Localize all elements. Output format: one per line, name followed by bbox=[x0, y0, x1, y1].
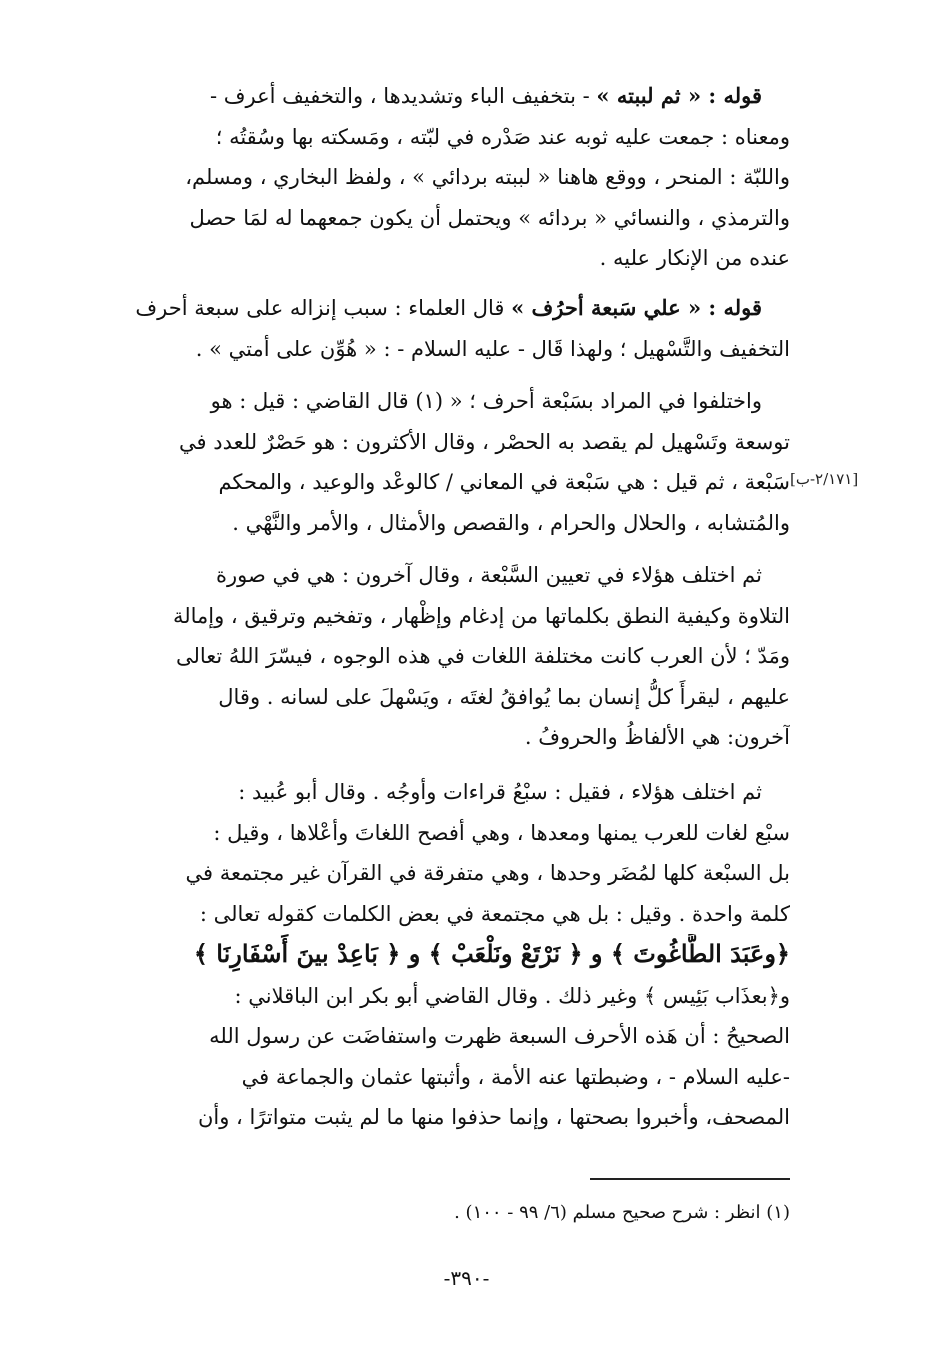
line-text: آخرون: هي الألفاظُ والحروفُ . bbox=[524, 725, 790, 749]
line-text: والمُتشابه ، والحلال والحرام ، والقصص والأمثال ، والأمر والنَّهْي . bbox=[232, 510, 790, 535]
line-text: - بتخفيف الباء وتشديدها ، والتخفيف أعرف - bbox=[209, 84, 597, 108]
line-text: سبْع لغات للعرب يمنها ومعدها ، وهي أفصح اللغاتَ وأعْلاها ، وقيل : bbox=[213, 820, 790, 845]
text-line bbox=[104, 636, 790, 677]
text-line bbox=[104, 596, 790, 637]
text-line bbox=[104, 76, 790, 117]
footnote-separator bbox=[590, 1178, 790, 1180]
text-line bbox=[104, 1097, 790, 1138]
quran-verse: ﴿وعَبَدَ الطَّاغُوتَ ﴾ و ﴿ نَرْتَعْ ونَلْعَبْ ﴾ و ﴿ بَاعِدْ بينَ أَسْفَارِنَا ﴾ bbox=[193, 939, 790, 968]
text-line bbox=[104, 329, 790, 370]
text-line bbox=[104, 381, 790, 422]
line-text: توسعة وتَسْهيل لم يقصد به الحصْر ، وقال الأكثرون : هو حَصْرٌ للعدد في bbox=[179, 429, 790, 454]
text-line bbox=[104, 117, 790, 158]
text-line bbox=[104, 677, 790, 718]
line-text: المصحف، وأخبروا بصحتها ، وإنما حذفوا منها ما لم يثبت متواترًا ، وأن bbox=[197, 1105, 790, 1129]
line-text: عنده من الإنكار عليه . bbox=[599, 246, 790, 270]
line-text: كلمة واحدة . وقيل : بل هي مجتمعة في بعض الكلمات كقوله تعالى : bbox=[199, 901, 790, 926]
paragraph bbox=[104, 772, 790, 1138]
line-text: الصحيحُ : أن هَذه الأحرف السبعة ظهرت واستفاضَت عن رسول الله bbox=[209, 1024, 790, 1048]
line-text: عليهم ، ليقرأَ كلُّ إنسان بما يُوافقُ لغتَه ، ويَسْهلَ على لسانه . وقال bbox=[218, 684, 790, 709]
text-line bbox=[104, 853, 790, 894]
paragraph bbox=[104, 288, 790, 369]
text-line bbox=[104, 894, 790, 935]
text-line bbox=[104, 1057, 790, 1098]
text-line bbox=[104, 462, 790, 503]
line-text: واللبّة : المنحر ، ووقع هاهنا « لببته بردائي » ، ولفظ البخاري ، ومسلم، bbox=[185, 165, 790, 189]
footnote: (١) انظر : شرح صحيح مسلم (٦/ ٩٩ - ١٠٠) . bbox=[454, 1202, 790, 1223]
line-text: التخفيف والتَّسْهيل ؛ ولهذا قَال - عليه السلام - : « هُوِّن على أمتي » . bbox=[195, 336, 790, 361]
margin-reference: [٢/١٧١-ب] bbox=[790, 470, 859, 488]
line-text: ثم اختلف هؤلاء ، فقيل : سبْعُ قراءات وأوجُه . وقال أبو عُبيد : bbox=[238, 780, 762, 804]
paragraph bbox=[104, 555, 790, 758]
text-line bbox=[104, 422, 790, 463]
text-line bbox=[104, 717, 790, 758]
text-line bbox=[104, 503, 790, 544]
line-text: ومَدّ ؛ لأن العرب كانت مختلفة اللغات في هذه الوجوه ، فيسّرَ اللهُ تعالى bbox=[175, 644, 790, 668]
line-text: ومعناه : جمعت عليه ثوبه عند صَدْره في لبّته ، ومَسكته بها وسُقتُه ؛ bbox=[215, 124, 790, 149]
text-line bbox=[104, 1016, 790, 1057]
line-text: بل السبْعة كلها لمُضَر وحدها ، وهي متفرقة في القرآن غير مجتمعة في bbox=[185, 861, 790, 885]
text-line bbox=[104, 555, 790, 596]
lemma-heading: قوله : « ثم لببته » bbox=[596, 83, 762, 108]
line-text: واختلفوا في المراد بسَبْعة أحرف ؛ « (١) قال القاضي : قيل : هو bbox=[210, 389, 762, 413]
line-text: ثم اختلف هؤلاء في تعيين السَّبْعة ، وقال آخرون : هي في صورة bbox=[215, 563, 762, 587]
text-line bbox=[104, 772, 790, 813]
text-line bbox=[104, 157, 790, 198]
line-text: -عليه السلام - ، وضبطتها عنه الأمة ، وأثبتها عثمان والجماعة في bbox=[241, 1064, 790, 1089]
line-text: و﴿بعذَاب بَئِيس ﴾ وغير ذلك . وقال القاضي أبو بكر ابن الباقلاني : bbox=[234, 983, 790, 1008]
line-text: سَبْعة ، ثم قيل : هي سَبْعة في المعاني / كالوعْد والوعيد ، والمحكم bbox=[218, 470, 790, 494]
line-text: قال العلماء : سبب إنزاله على سبعة أحرف bbox=[135, 296, 512, 320]
text-line bbox=[104, 813, 790, 854]
text-line bbox=[104, 198, 790, 239]
text-line bbox=[104, 976, 790, 1017]
line-text: التلاوة وكيفية النطق بكلماتها من إدغام وإظْهار ، وتفخيم وترقيق ، وإمالة bbox=[172, 603, 790, 628]
text-line bbox=[104, 934, 790, 976]
paragraph bbox=[104, 76, 790, 279]
text-line bbox=[104, 288, 790, 329]
paragraph bbox=[104, 381, 790, 543]
line-text: والترمذي ، والنسائي « بردائه » ويحتمل أن يكون جمعهما له لمَا حصل bbox=[189, 205, 790, 230]
lemma-heading: قوله : « علي سَبعة أحرُف » bbox=[511, 295, 762, 320]
text-line bbox=[104, 238, 790, 279]
page-number: -٣٩٠- bbox=[443, 1266, 490, 1290]
